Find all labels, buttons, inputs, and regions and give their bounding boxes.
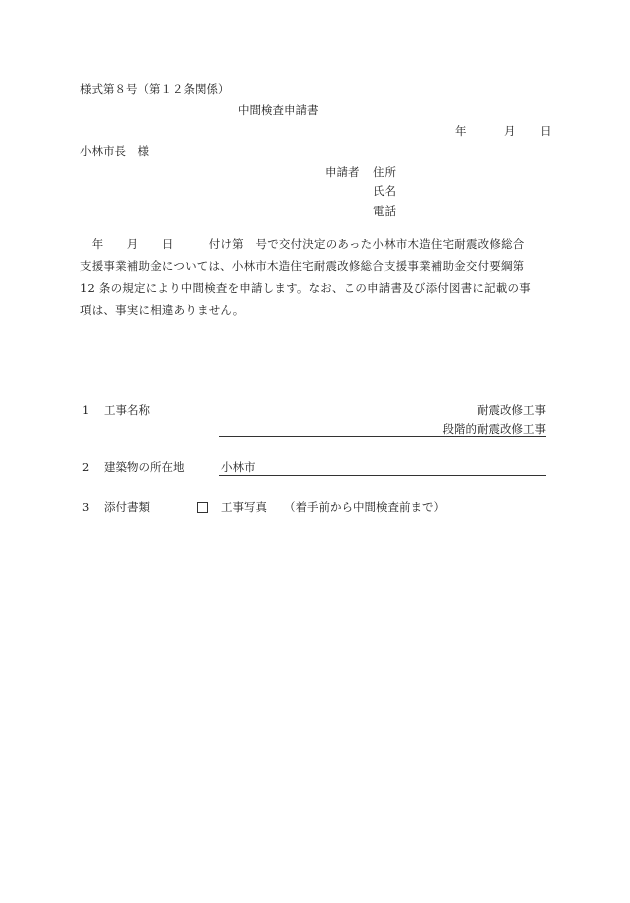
date-day: 日 [540, 124, 552, 138]
item-label-construction-name: 工事名称 [104, 403, 150, 417]
construction-name-underline [219, 436, 546, 437]
statement-line: 年 月 日 付け第 号で交付決定のあった小林市木造住宅耐震改修総合 [80, 237, 525, 251]
applicant-phone-label: 電話 [373, 204, 396, 218]
construction-option-staged-retrofit: 段階的耐震改修工事 [442, 422, 546, 436]
applicant-label: 申請者 [325, 165, 360, 179]
date-year: 年 [455, 124, 467, 138]
statement-line: 支援事業補助金については、小林市木造住宅耐震改修総合支援事業補助金交付要綱第 [80, 259, 525, 273]
applicant-address-label: 住所 [373, 165, 396, 179]
application-statement [80, 233, 550, 321]
attachment-checkbox[interactable] [197, 502, 208, 515]
attachment-note: （着手前から中間検査前まで） [284, 500, 445, 514]
applicant-name-label: 氏名 [373, 184, 396, 198]
item-number: 2 [82, 460, 90, 474]
statement-line: 項は、事実に相違ありません。 [80, 303, 245, 317]
addressee: 小林市長 様 [80, 144, 149, 158]
construction-option-seismic-retrofit: 耐震改修工事 [477, 403, 546, 417]
building-location-underline [219, 475, 546, 476]
attachment-construction-photos: 工事写真 [221, 500, 267, 514]
page-title: 中間検査申請書 [238, 103, 319, 117]
item-label-attachments: 添付書類 [104, 500, 150, 514]
item-number: 1 [82, 403, 90, 417]
form-number: 様式第８号（第１２条関係） [80, 82, 230, 96]
building-location-value: 小林市 [221, 460, 256, 474]
date-month: 月 [504, 124, 516, 138]
statement-line: 12 条の規定により中間検査を申請します。なお、この申請書及び添付図書に記載の事 [80, 281, 531, 295]
item-label-building-location: 建築物の所在地 [104, 460, 185, 474]
item-number: 3 [82, 500, 90, 514]
